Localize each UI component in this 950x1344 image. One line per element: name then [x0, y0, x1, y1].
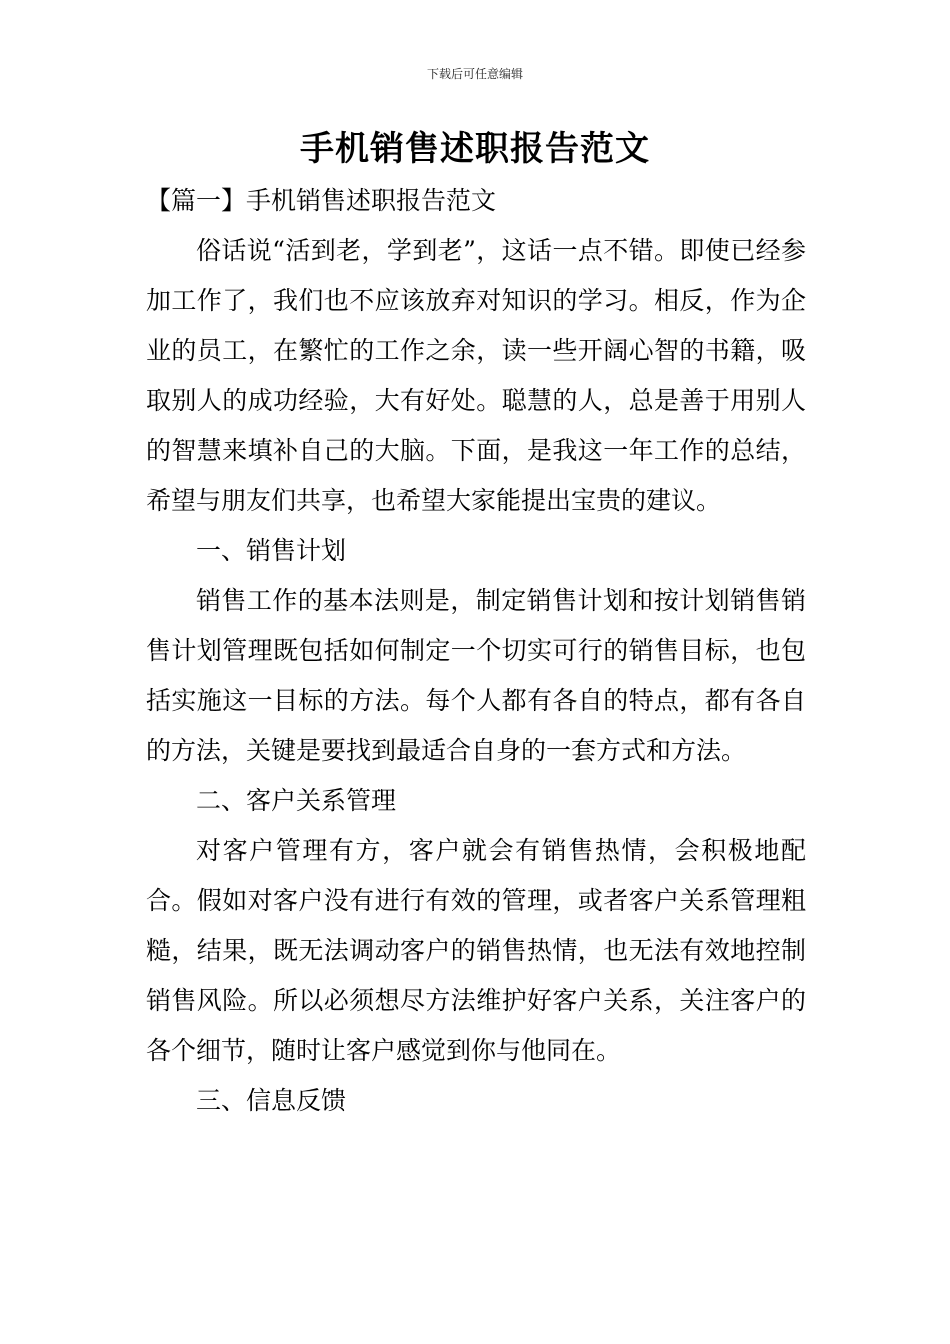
intro-paragraph: 俗话说“活到老，学到老”，这话一点不错。即使已经参加工作了，我们也不应该放弃对知识的学习。相反，作为企业的员工，在繁忙的工作之余，读一些开阔心智的书籍，吸取别人的成功经验，大有好处。聪慧的人，总是善于用别人的智慧来填补自己的大脑。下面，是我这一年工作的总结，希望与朋友们共享，也希望大家能提出宝贵的建议。 — [146, 236, 806, 515]
section-paragraph-sales-plan: 销售工作的基本法则是，制定销售计划和按计划销售销售计划管理既包括如何制定一个切实可行的销售目标，也包括实施这一目标的方法。每个人都有各自的特点，都有各自的方法，关键是要找到最适合自身的一套方式和方法。 — [146, 586, 806, 765]
header-note: 下载后可任意编辑 — [426, 67, 523, 81]
document-title: 手机销售述职报告范文 — [300, 129, 650, 169]
section-heading-customer-relations: 二、客户关系管理 — [196, 786, 397, 815]
document-body — [146, 176, 806, 1126]
section-label: 【篇一】手机销售述职报告范文 — [146, 186, 497, 215]
section-heading-feedback: 三、信息反馈 — [196, 1086, 347, 1115]
section-heading-sales-plan: 一、销售计划 — [196, 536, 347, 565]
section-paragraph-customer-relations: 对客户管理有方，客户就会有销售热情，会积极地配合。假如对客户没有进行有效的管理，或者客户关系管理粗糙，结果，既无法调动客户的销售热情，也无法有效地控制销售风险。所以必须想尽方法维护好客户关系，关注客户的各个细节，随时让客户感觉到你与他同在。 — [146, 836, 806, 1065]
